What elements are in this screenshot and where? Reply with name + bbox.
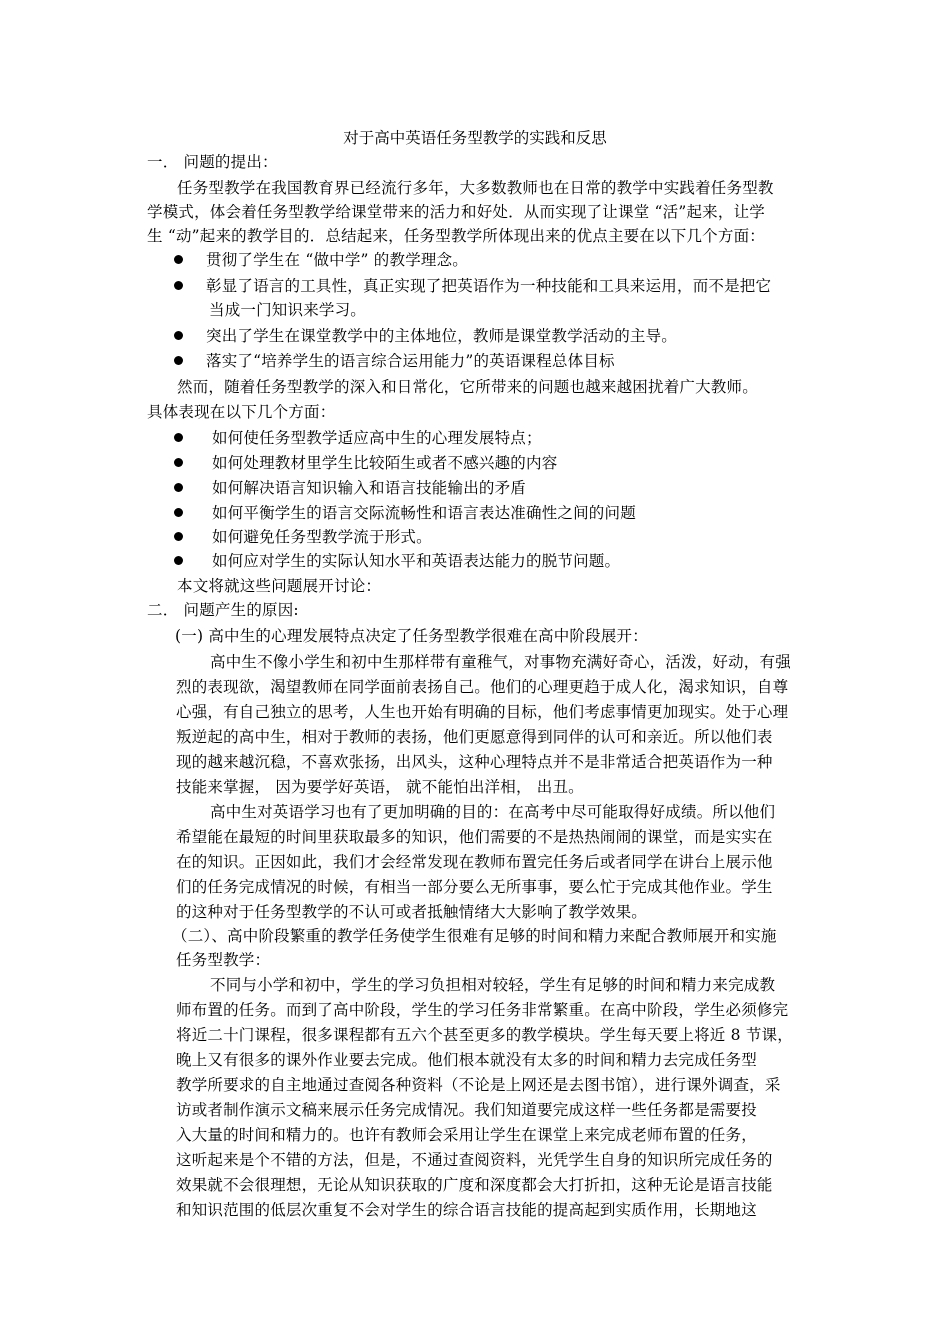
bullet-icon (174, 356, 183, 365)
section1-closing: 本文将就这些问题展开讨论： (177, 577, 382, 595)
problem-item: 如何避免任务型教学流于形式。 (212, 528, 432, 546)
paragraph-line: 高中生不像小学生和初中生那样带有童稚气，对事物充满好奇心，活泼，好动，有强 (210, 653, 791, 671)
section2-heading: 二． 问题产生的原因: (147, 601, 299, 619)
advantage-item: 贯彻了学生在 “做中学” 的教学理念。 (206, 251, 469, 269)
paragraph-line: 访或者制作演示文稿来展示任务完成情况。我们知道要完成这样一些任务都是需要投 (176, 1101, 757, 1119)
however-line: 然而，随着任务型教学的深入和日常化，它所带来的问题也越来越困扰着广大教师。 (177, 378, 758, 396)
subsection2-heading: （二）、高中阶段繁重的教学任务使学生很难有足够的时间和精力来配合教师展开和实施 (172, 927, 777, 945)
paragraph-line: 心强，有自己独立的思考，人生也开始有明确的目标，他们考虑事情更加现实。处于心理 (176, 703, 789, 721)
subsection1-heading: (一) 高中生的心理发展特点决定了任务型教学很难在高中阶段展开： (175, 627, 648, 645)
section1-intro-line: 任务型教学在我国教育界已经流行多年，大多数教师也在日常的教学中实践着任务型教 (177, 179, 774, 197)
paragraph-line: 的这种对于任务型教学的不认可或者抵触情绪大大影响了教学效果。 (176, 903, 648, 921)
problem-item: 如何应对学生的实际认知水平和英语表达能力的脱节问题。 (212, 552, 621, 570)
problem-item: 如何使任务型教学适应高中生的心理发展特点； (212, 429, 542, 447)
bullet-icon (174, 331, 183, 340)
problem-item: 如何解决语言知识输入和语言技能输出的矛盾 (212, 479, 527, 497)
bullet-icon (174, 532, 183, 541)
paragraph-line: 教学所要求的自主地通过查阅各种资料（不论是上网还是去图书馆），进行课外调查，采 (176, 1076, 781, 1094)
paragraph-line: 现的越来越沉稳，不喜欢张扬，出风头，这种心理特点并不是非常适合把英语作为一种 (176, 753, 773, 771)
advantage-item: 突出了学生在课堂教学中的主体地位，教师是课堂教学活动的主导。 (206, 327, 678, 345)
paragraph-line: 效果就不会很理想，无论从知识获取的广度和深度都会大打折扣，这种无论是语言技能 (176, 1176, 773, 1194)
paragraph-line: 高中生对英语学习也有了更加明确的目的：在高考中尽可能取得好成绩。所以他们 (210, 803, 776, 821)
paragraph-line: 们的任务完成情况的时候，有相当一部分要么无所事事，要么忙于完成其他作业。学生 (176, 878, 773, 896)
advantage-item-continuation: 当成一门知识来学习。 (209, 301, 367, 319)
bullet-icon (174, 556, 183, 565)
paragraph-line: 技能来掌握， 因为要学好英语， 就不能怕出洋相， 出丑。 (176, 778, 584, 796)
document-title: 对于高中英语任务型教学的实践和反思 (343, 129, 607, 147)
problem-item: 如何平衡学生的语言交际流畅性和语言表达准确性之间的问题 (212, 504, 636, 522)
paragraph-line: 师布置的任务。而到了高中阶段，学生的学习任务非常繁重。在高中阶段，学生必须修完 (176, 1001, 789, 1019)
advantage-item: 落实了“培养学生的语言综合运用能力”的英语课程总体目标 (206, 352, 615, 370)
subsection2-heading-continuation: 任务型教学： (176, 951, 271, 969)
section1-heading: 一． 问题的提出： (147, 153, 278, 171)
bullet-icon (174, 255, 183, 264)
paragraph-line: 希望能在最短的时间里获取最多的知识，他们需要的不是热热闹闹的课堂，而是实实在 (176, 828, 773, 846)
paragraph-line: 入大量的时间和精力的。也许有教师会采用让学生在课堂上来完成老师布置的任务， (176, 1126, 757, 1144)
bullet-icon (174, 458, 183, 467)
advantage-item: 彰显了语言的工具性，真正实现了把英语作为一种技能和工具来运用，而不是把它 (206, 277, 772, 295)
section1-intro-line: 学模式，体会着任务型教学给课堂带来的活力和好处．从而实现了让课堂 “活”起来，让学 (147, 203, 765, 221)
section1-intro-line: 生 “动”起来的教学目的．总结起来，任务型教学所体现出来的优点主要在以下几个方面： (147, 227, 765, 245)
bullet-icon (174, 281, 183, 290)
bullet-icon (174, 433, 183, 442)
paragraph-line: 烈的表现欲，渴望教师在同学面前表扬自己。他们的心理更趋于成人化，渴求知识，自尊 (176, 678, 789, 696)
paragraph-line: 叛逆起的高中生，相对于教师的表扬，他们更愿意得到同伴的认可和亲近。所以他们表 (176, 728, 773, 746)
paragraph-line: 不同与小学和初中，学生的学习负担相对较轻，学生有足够的时间和精力来完成教 (210, 976, 776, 994)
paragraph-line: 将近二十门课程，很多课程都有五六个甚至更多的教学模块。学生每天要上将近 8 节课， (176, 1026, 793, 1044)
bullet-icon (174, 508, 183, 517)
paragraph-line: 晚上又有很多的课外作业要去完成。他们根本就没有太多的时间和精力去完成任务型 (176, 1051, 757, 1069)
however-line: 具体表现在以下几个方面： (147, 403, 336, 421)
bullet-icon (174, 483, 183, 492)
paragraph-line: 在的知识。正因如此，我们才会经常发现在教师布置完任务后或者同学在讲台上展示他 (176, 853, 773, 871)
paragraph-line: 和知识范围的低层次重复不会对学生的综合语言技能的提高起到实质作用，长期地这 (176, 1201, 757, 1219)
paragraph-line: 这听起来是个不错的方法，但是，不通过查阅资料，光凭学生自身的知识所完成任务的 (176, 1151, 773, 1169)
problem-item: 如何处理教材里学生比较陌生或者不感兴趣的内容 (212, 454, 558, 472)
